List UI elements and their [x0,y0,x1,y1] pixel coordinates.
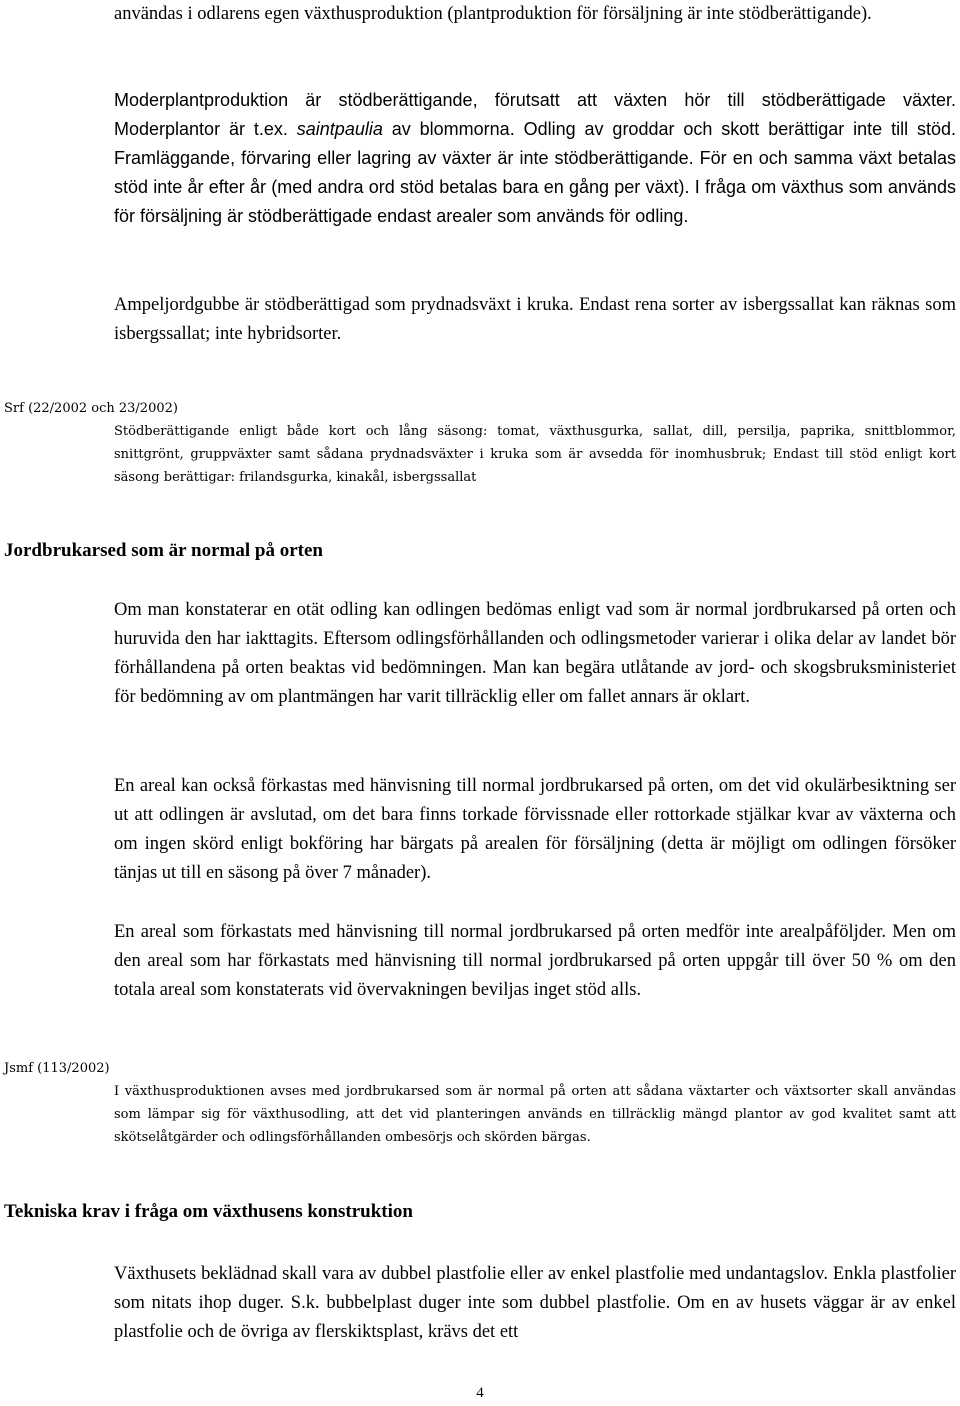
paragraph-mid-1: Om man konstaterar en otät odling kan odlingen bedömas enligt vad som är normal jordbrukarsed på orten och huruvida den har iakttagits. Eftersom odlingsförhållanden och odlingsmetoder varierar i olika delar av landet bör förhållandena på orten beaktas vid bedömningen. Man kan begära utlåtande av jord- och skogsbruksministeriet för bedömning av om plantmängen har varit tillräcklig eller om fallet annars är oklart. [114,600,956,707]
paragraph-top-2-end: av blommorna. Odling av groddar och skott berättigar inte till stöd. Framläggande, förvaring eller lagring av växter är inte stödberättigande. För en och samma växt betalas stöd inte år efter år (med andra ord stöd betalas bara en gång per växt). I fråga om växthus som används för försäljning är stödberättigade endast arealer som används för odling. [114,119,956,226]
reference-block-srf [4,397,956,489]
paragraph-mid-2: En areal kan också förkastas med hänvisning till normal jordbrukarsed på orten, om det vid okulärbesiktning ser ut att odlingen är avslutad, om det bara finns torkade förvissnade eller rottorkade stjälkar kvar av växterna och om ingen skörd enligt bokföring har bärgats på arealen för försäljning (detta är möjligt om odlingen försöker tänjas ut till en säsong på över 7 månader). [114,776,956,883]
page-number: 4 [476,1385,484,1401]
reference-body: Stödberättigande enligt både kort och lång säsong: tomat, växthusgurka, sallat, dill, persilja, paprika, snittblommor, snittgrönt, gruppväxter samt sådana prydnadsväxter i kruka som är avsedda för inomhusbruk; Endast till stöd enligt kort säsong berättigar: frilandsgurka, kinakål, isbergssallat [114,424,956,485]
reference-body: I växthusproduktionen avses med jordbrukarsed som är normal på orten att sådana växtarter och växtsorter skall användas som lämpar sig för växthusodling, att det vid planteringen används en tillräcklig mängd plantor av god kvalitet samt att skötselåtgärder och odlingsförhållanden ombesörjs och skörden bärgas. [114,1084,956,1145]
paragraph-top-3: Ampeljordgubbe är stödberättigad som prydnadsväxt i kruka. Endast rena sorter av isbergssallat kan räknas som isbergssallat; inte hybridsorter. [114,295,956,344]
reference-title: Srf (22/2002 och 23/2002) [4,401,178,416]
paragraph-bottom-1: Växthusets beklädnad skall vara av dubbel plastfolie eller av enkel plastfolie med undantagslov. Enkla plastfolier som nitats ihop duger. S.k. bubbelplast duger inte som dubbel plastfolie. Om en av husets väggar är av enkel plastfolie och de övriga av flerskiktsplast, krävs det ett [114,1264,956,1342]
reference-block-jsmf [4,1057,956,1149]
paragraph-top-2-italic: saintpaulia [296,119,383,139]
paragraph-top-2-start: Moderplantproduktion är stödberättigande, förutsatt att växten hör till stödberättigade växter. Moderplantor är t.ex. [114,90,956,139]
paragraph-top-1: användas i odlarens egen växthusproduktion (plantproduktion för försäljning är inte stödberättigande). [114,4,872,24]
paragraph-mid-3: En areal som förkastats med hänvisning till normal jordbrukarsed på orten medför inte arealpåföljder. Men om den areal som har förkastats med hänvisning till normal jordbrukarsed på orten uppgår till över 50 % om den totala areal som konstaterats vid övervakningen beviljas inget stöd alls. [114,922,956,1000]
section-heading-jordbrukarsed: Jordbrukarsed som är normal på orten [4,540,323,561]
section-heading-tekniska-krav: Tekniska krav i fråga om växthusens konstruktion [4,1201,413,1222]
paragraph-top-2 [114,86,956,231]
reference-title: Jsmf (113/2002) [4,1061,110,1076]
